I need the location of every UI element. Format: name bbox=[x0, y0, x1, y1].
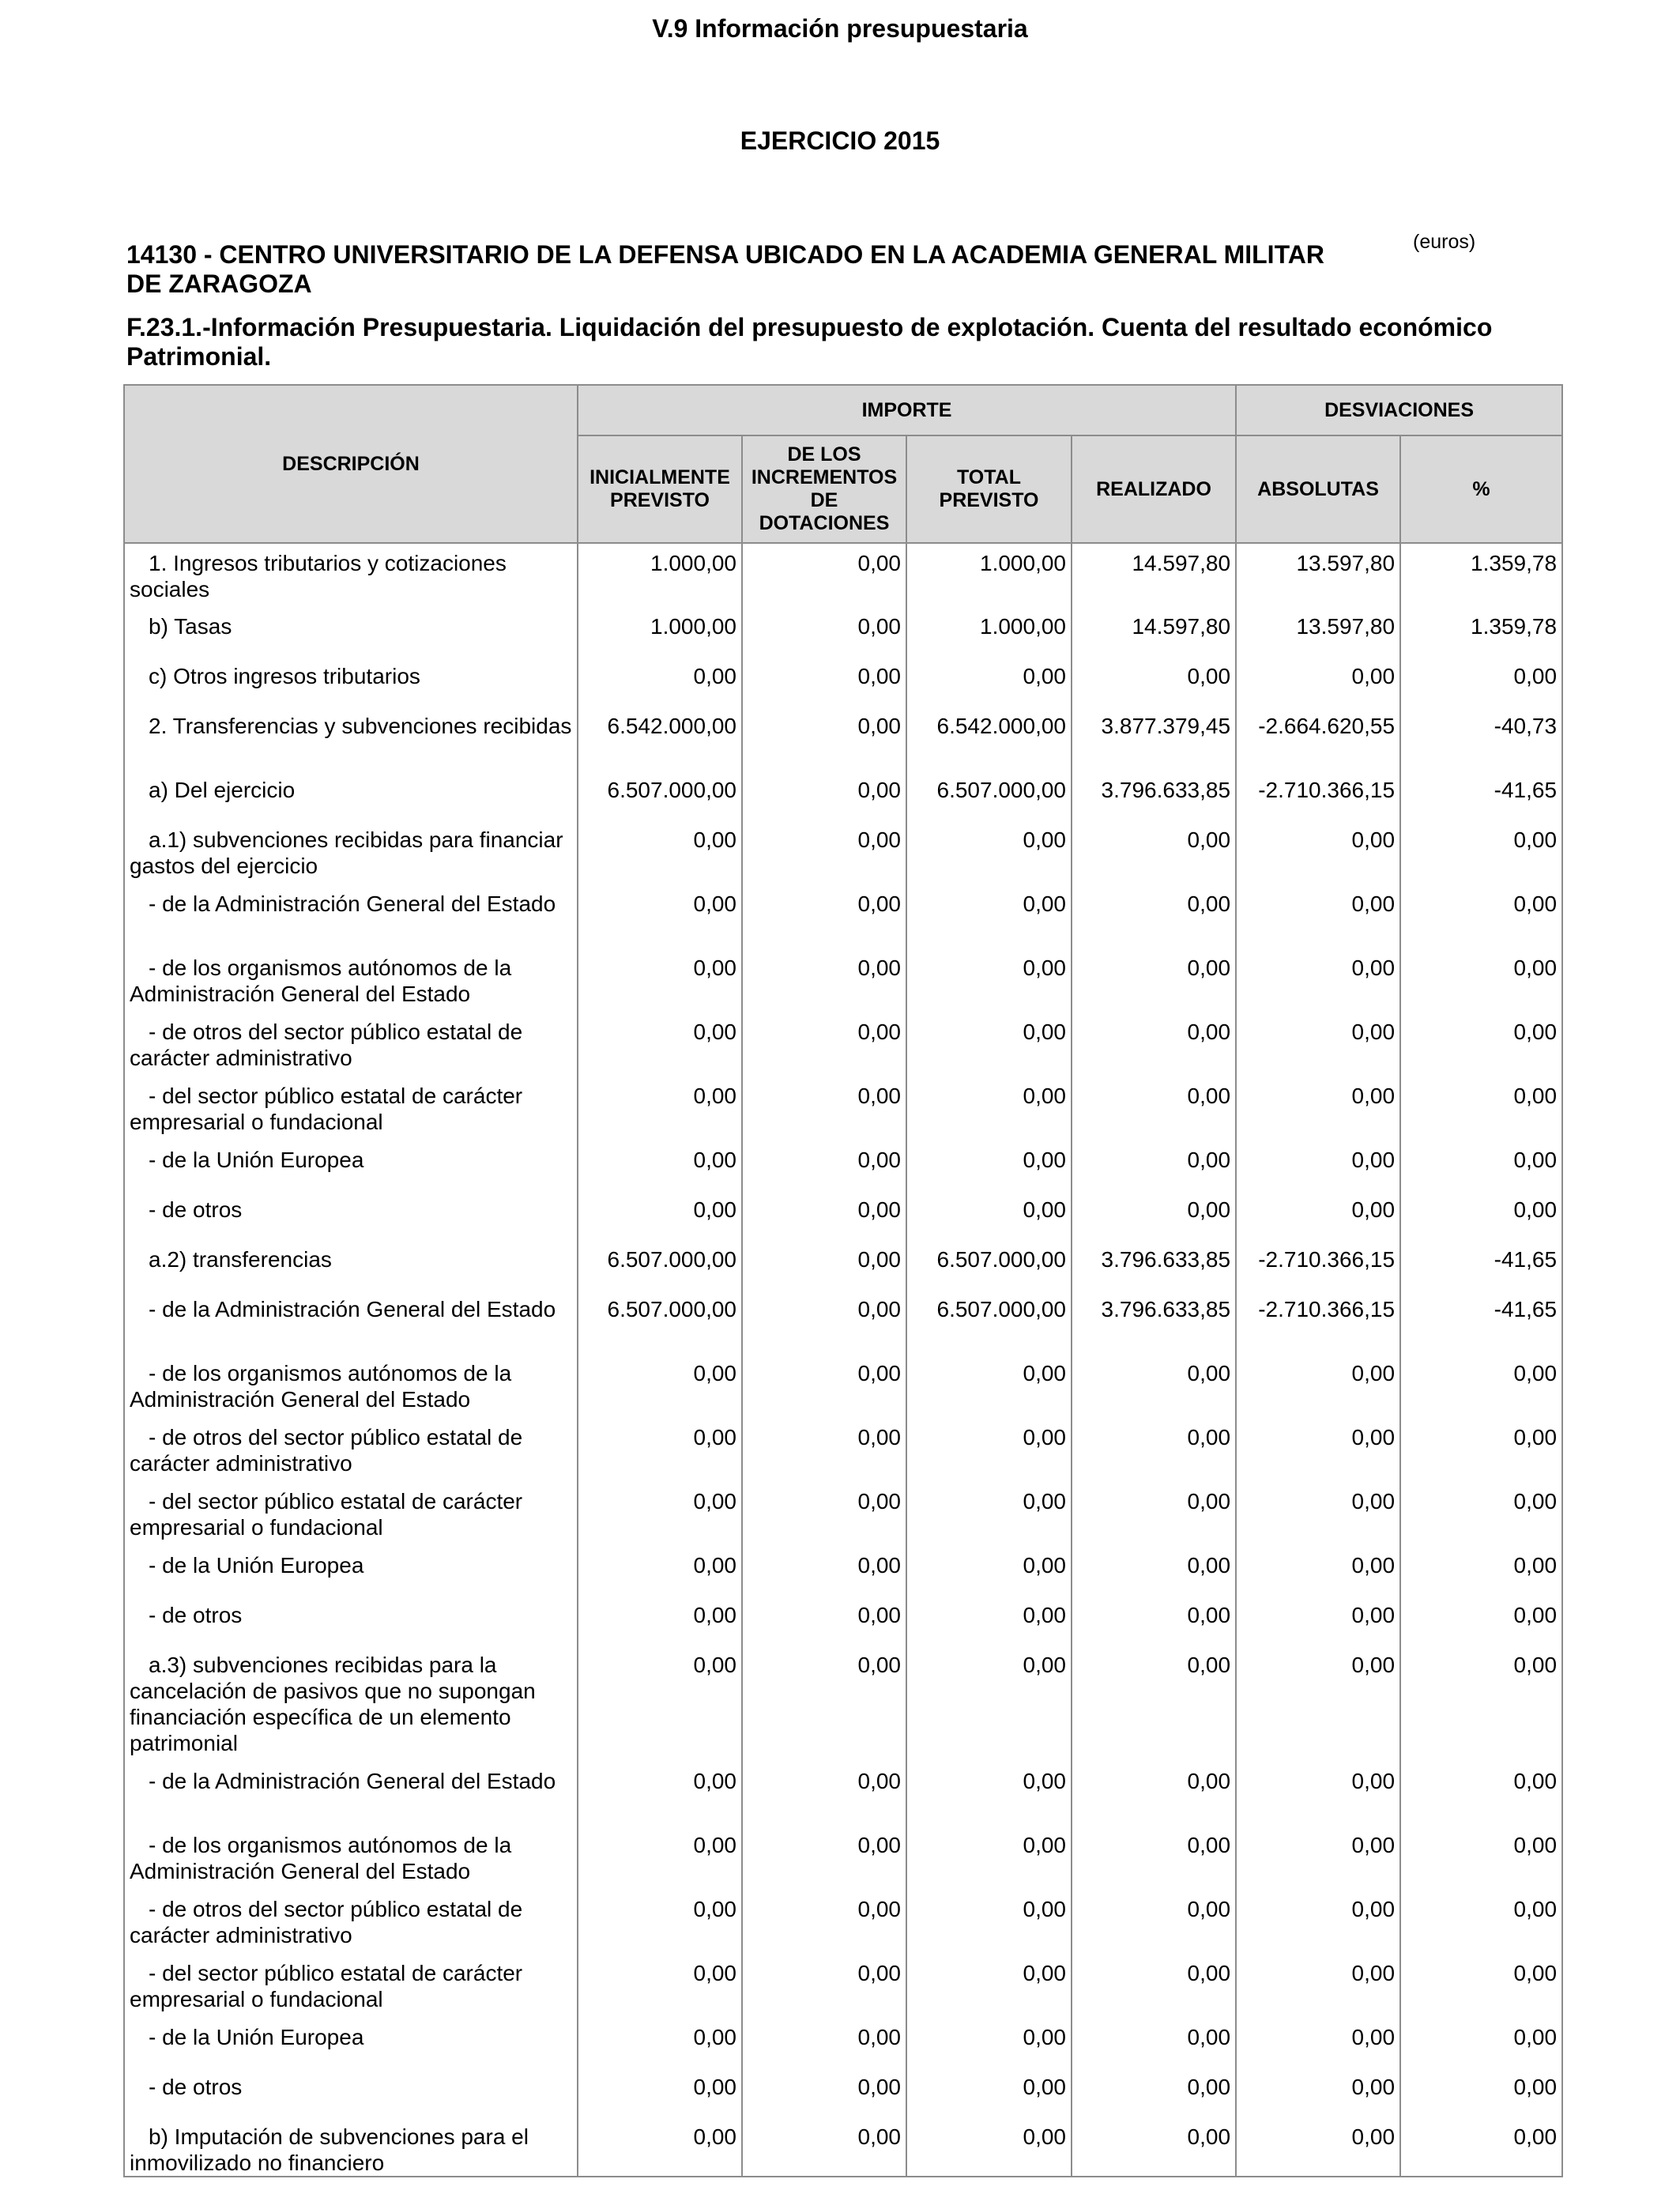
cell-realizado: 3.796.633,85 bbox=[1072, 1290, 1236, 1354]
cell-total-previsto: 0,00 bbox=[906, 2018, 1072, 2068]
cell-porcentaje: 0,00 bbox=[1400, 2117, 1562, 2177]
table-row bbox=[124, 1596, 1562, 1646]
row-description-text: - de los organismos autónomos de la Administración General del Estado bbox=[130, 1361, 512, 1412]
row-description-text: - del sector público estatal de carácter empresarial o fundacional bbox=[130, 1084, 523, 1134]
table-row bbox=[124, 2117, 1562, 2177]
row-description-text: a.1) subvenciones recibidas para financiar gastos del ejercicio bbox=[130, 827, 563, 878]
row-description-text: - de la Unión Europea bbox=[149, 1553, 364, 1578]
cell-inicialmente-previsto: 0,00 bbox=[578, 1890, 742, 1954]
cell-porcentaje: 0,00 bbox=[1400, 1482, 1562, 1546]
entity-name: 14130 - CENTRO UNIVERSITARIO DE LA DEFENSA UBICADO EN LA ACADEMIA GENERAL MILITAR DE ZARAGOZA bbox=[126, 240, 1324, 298]
cell-incrementos-dotaciones: 0,00 bbox=[742, 657, 906, 707]
table-row bbox=[124, 1240, 1562, 1290]
row-description bbox=[124, 1140, 578, 1190]
row-description bbox=[124, 1646, 578, 1762]
cell-absolutas: 0,00 bbox=[1236, 1596, 1400, 1646]
cell-realizado: 14.597,80 bbox=[1072, 543, 1236, 607]
cell-inicialmente-previsto: 0,00 bbox=[578, 884, 742, 948]
cell-total-previsto: 0,00 bbox=[906, 1646, 1072, 1762]
row-description bbox=[124, 1190, 578, 1240]
cell-total-previsto: 0,00 bbox=[906, 1354, 1072, 1418]
cell-absolutas: 0,00 bbox=[1236, 1190, 1400, 1240]
header-absolutas: ABSOLUTAS bbox=[1236, 435, 1400, 543]
table-row bbox=[124, 1354, 1562, 1418]
row-description bbox=[124, 771, 578, 820]
cell-absolutas: 0,00 bbox=[1236, 1546, 1400, 1596]
cell-realizado: 0,00 bbox=[1072, 948, 1236, 1012]
row-description bbox=[124, 1954, 578, 2018]
row-description bbox=[124, 657, 578, 707]
table-row bbox=[124, 1954, 1562, 2018]
cell-absolutas: 0,00 bbox=[1236, 1012, 1400, 1076]
cell-total-previsto: 0,00 bbox=[906, 1954, 1072, 2018]
row-description bbox=[124, 1290, 578, 1354]
row-description bbox=[124, 1354, 578, 1418]
cell-porcentaje: 0,00 bbox=[1400, 1826, 1562, 1890]
cell-inicialmente-previsto: 0,00 bbox=[578, 1076, 742, 1140]
cell-realizado: 0,00 bbox=[1072, 1482, 1236, 1546]
cell-inicialmente-previsto: 0,00 bbox=[578, 1954, 742, 2018]
cell-incrementos-dotaciones: 0,00 bbox=[742, 543, 906, 607]
cell-total-previsto: 0,00 bbox=[906, 1482, 1072, 1546]
cell-realizado: 0,00 bbox=[1072, 1354, 1236, 1418]
cell-porcentaje: -40,73 bbox=[1400, 707, 1562, 771]
header-importe: IMPORTE bbox=[578, 385, 1236, 435]
row-description bbox=[124, 1596, 578, 1646]
row-description bbox=[124, 2068, 578, 2117]
cell-inicialmente-previsto: 0,00 bbox=[578, 820, 742, 884]
cell-absolutas: 0,00 bbox=[1236, 1890, 1400, 1954]
row-description bbox=[124, 607, 578, 657]
cell-incrementos-dotaciones: 0,00 bbox=[742, 1954, 906, 2018]
cell-inicialmente-previsto: 0,00 bbox=[578, 1190, 742, 1240]
cell-porcentaje: 0,00 bbox=[1400, 1546, 1562, 1596]
cell-inicialmente-previsto: 1.000,00 bbox=[578, 607, 742, 657]
cell-total-previsto: 0,00 bbox=[906, 1012, 1072, 1076]
cell-porcentaje: 0,00 bbox=[1400, 2018, 1562, 2068]
table-row bbox=[124, 1190, 1562, 1240]
cell-absolutas: 0,00 bbox=[1236, 1482, 1400, 1546]
cell-realizado: 0,00 bbox=[1072, 1012, 1236, 1076]
row-description bbox=[124, 2117, 578, 2177]
cell-realizado: 0,00 bbox=[1072, 1190, 1236, 1240]
row-description-text: - de otros bbox=[149, 2075, 243, 2099]
cell-realizado: 0,00 bbox=[1072, 657, 1236, 707]
cell-porcentaje: 0,00 bbox=[1400, 1954, 1562, 2018]
row-description-text: 2. Transferencias y subvenciones recibidas bbox=[149, 714, 572, 738]
table-row bbox=[124, 771, 1562, 820]
cell-absolutas: 0,00 bbox=[1236, 1646, 1400, 1762]
cell-inicialmente-previsto: 0,00 bbox=[578, 657, 742, 707]
cell-total-previsto: 0,00 bbox=[906, 884, 1072, 948]
cell-total-previsto: 0,00 bbox=[906, 948, 1072, 1012]
table-row bbox=[124, 1076, 1562, 1140]
cell-inicialmente-previsto: 0,00 bbox=[578, 1826, 742, 1890]
cell-absolutas: 0,00 bbox=[1236, 657, 1400, 707]
cell-total-previsto: 0,00 bbox=[906, 820, 1072, 884]
cell-incrementos-dotaciones: 0,00 bbox=[742, 2018, 906, 2068]
cell-absolutas: 13.597,80 bbox=[1236, 543, 1400, 607]
table-row bbox=[124, 2018, 1562, 2068]
cell-incrementos-dotaciones: 0,00 bbox=[742, 607, 906, 657]
cell-porcentaje: 0,00 bbox=[1400, 1012, 1562, 1076]
cell-incrementos-dotaciones: 0,00 bbox=[742, 1546, 906, 1596]
cell-absolutas: 0,00 bbox=[1236, 1076, 1400, 1140]
cell-incrementos-dotaciones: 0,00 bbox=[742, 1646, 906, 1762]
exercise-year: EJERCICIO 2015 bbox=[740, 126, 940, 155]
table-row bbox=[124, 1890, 1562, 1954]
cell-absolutas: 0,00 bbox=[1236, 948, 1400, 1012]
cell-total-previsto: 0,00 bbox=[906, 2117, 1072, 2177]
cell-realizado: 0,00 bbox=[1072, 1546, 1236, 1596]
cell-absolutas: -2.710.366,15 bbox=[1236, 1240, 1400, 1290]
cell-incrementos-dotaciones: 0,00 bbox=[742, 1890, 906, 1954]
table-row bbox=[124, 884, 1562, 948]
cell-inicialmente-previsto: 0,00 bbox=[578, 1546, 742, 1596]
cell-absolutas: 0,00 bbox=[1236, 1954, 1400, 2018]
header-inicialmente-previsto: INICIALMENTE PREVISTO bbox=[578, 435, 742, 543]
cell-total-previsto: 6.507.000,00 bbox=[906, 771, 1072, 820]
cell-absolutas: 0,00 bbox=[1236, 1418, 1400, 1482]
cell-incrementos-dotaciones: 0,00 bbox=[742, 1012, 906, 1076]
cell-absolutas: -2.664.620,55 bbox=[1236, 707, 1400, 771]
cell-incrementos-dotaciones: 0,00 bbox=[742, 884, 906, 948]
cell-incrementos-dotaciones: 0,00 bbox=[742, 1418, 906, 1482]
cell-incrementos-dotaciones: 0,00 bbox=[742, 1482, 906, 1546]
header-total-previsto: TOTAL PREVISTO bbox=[906, 435, 1072, 543]
cell-realizado: 0,00 bbox=[1072, 1762, 1236, 1826]
cell-absolutas: 0,00 bbox=[1236, 820, 1400, 884]
cell-realizado: 0,00 bbox=[1072, 820, 1236, 884]
cell-total-previsto: 0,00 bbox=[906, 1596, 1072, 1646]
cell-total-previsto: 0,00 bbox=[906, 1418, 1072, 1482]
cell-realizado: 0,00 bbox=[1072, 2068, 1236, 2117]
cell-total-previsto: 6.542.000,00 bbox=[906, 707, 1072, 771]
cell-porcentaje: 0,00 bbox=[1400, 884, 1562, 948]
cell-incrementos-dotaciones: 0,00 bbox=[742, 1290, 906, 1354]
row-description-text: - del sector público estatal de carácter empresarial o fundacional bbox=[130, 1961, 523, 2011]
cell-total-previsto: 0,00 bbox=[906, 1890, 1072, 1954]
table-row bbox=[124, 2068, 1562, 2117]
row-description bbox=[124, 543, 578, 607]
row-description-text: - de la Administración General del Estado bbox=[149, 1769, 556, 1793]
units-label: (euros) bbox=[1413, 231, 1476, 253]
cell-incrementos-dotaciones: 0,00 bbox=[742, 1826, 906, 1890]
table-row bbox=[124, 1482, 1562, 1546]
row-description bbox=[124, 2018, 578, 2068]
cell-realizado: 0,00 bbox=[1072, 1076, 1236, 1140]
cell-realizado: 0,00 bbox=[1072, 1890, 1236, 1954]
cell-incrementos-dotaciones: 0,00 bbox=[742, 1190, 906, 1240]
cell-incrementos-dotaciones: 0,00 bbox=[742, 1240, 906, 1290]
cell-total-previsto: 6.507.000,00 bbox=[906, 1290, 1072, 1354]
row-description bbox=[124, 1418, 578, 1482]
cell-inicialmente-previsto: 0,00 bbox=[578, 2117, 742, 2177]
cell-inicialmente-previsto: 0,00 bbox=[578, 1596, 742, 1646]
cell-inicialmente-previsto: 0,00 bbox=[578, 2018, 742, 2068]
cell-incrementos-dotaciones: 0,00 bbox=[742, 1596, 906, 1646]
cell-inicialmente-previsto: 6.507.000,00 bbox=[578, 1240, 742, 1290]
table-row bbox=[124, 1646, 1562, 1762]
cell-incrementos-dotaciones: 0,00 bbox=[742, 820, 906, 884]
cell-realizado: 0,00 bbox=[1072, 1826, 1236, 1890]
cell-total-previsto: 0,00 bbox=[906, 1762, 1072, 1826]
budget-table-body bbox=[124, 543, 1562, 2177]
row-description bbox=[124, 1240, 578, 1290]
table-row bbox=[124, 1418, 1562, 1482]
cell-inicialmente-previsto: 6.507.000,00 bbox=[578, 1290, 742, 1354]
row-description-text: - de la Administración General del Estado bbox=[149, 1297, 556, 1321]
row-description-text: - de otros del sector público estatal de carácter administrativo bbox=[130, 1897, 523, 1947]
cell-absolutas: -2.710.366,15 bbox=[1236, 1290, 1400, 1354]
cell-porcentaje: 0,00 bbox=[1400, 2068, 1562, 2117]
cell-absolutas: -2.710.366,15 bbox=[1236, 771, 1400, 820]
cell-incrementos-dotaciones: 0,00 bbox=[742, 1076, 906, 1140]
header-incrementos-dotaciones: DE LOS INCREMENTOS DE DOTACIONES bbox=[742, 435, 906, 543]
cell-inicialmente-previsto: 6.542.000,00 bbox=[578, 707, 742, 771]
row-description bbox=[124, 1826, 578, 1890]
row-description bbox=[124, 1762, 578, 1826]
cell-porcentaje: 0,00 bbox=[1400, 1890, 1562, 1954]
table-row bbox=[124, 948, 1562, 1012]
row-description-text: - de otros del sector público estatal de carácter administrativo bbox=[130, 1020, 523, 1070]
row-description bbox=[124, 1012, 578, 1076]
budget-table bbox=[123, 384, 1563, 2177]
cell-inicialmente-previsto: 0,00 bbox=[578, 1482, 742, 1546]
row-description-text: - de otros bbox=[149, 1197, 243, 1222]
cell-total-previsto: 0,00 bbox=[906, 657, 1072, 707]
cell-porcentaje: -41,65 bbox=[1400, 771, 1562, 820]
table-row bbox=[124, 1012, 1562, 1076]
cell-incrementos-dotaciones: 0,00 bbox=[742, 771, 906, 820]
table-row bbox=[124, 707, 1562, 771]
cell-total-previsto: 0,00 bbox=[906, 1140, 1072, 1190]
cell-porcentaje: -41,65 bbox=[1400, 1240, 1562, 1290]
cell-porcentaje: 0,00 bbox=[1400, 1076, 1562, 1140]
cell-absolutas: 0,00 bbox=[1236, 1762, 1400, 1826]
cell-realizado: 3.796.633,85 bbox=[1072, 771, 1236, 820]
row-description-text: a) Del ejercicio bbox=[149, 778, 296, 802]
cell-realizado: 0,00 bbox=[1072, 1646, 1236, 1762]
row-description-text: - del sector público estatal de carácter empresarial o fundacional bbox=[130, 1489, 523, 1540]
cell-porcentaje: 0,00 bbox=[1400, 1418, 1562, 1482]
cell-incrementos-dotaciones: 0,00 bbox=[742, 2068, 906, 2117]
cell-absolutas: 0,00 bbox=[1236, 2117, 1400, 2177]
row-description bbox=[124, 707, 578, 771]
table-row bbox=[124, 820, 1562, 884]
row-description bbox=[124, 948, 578, 1012]
table-row bbox=[124, 1546, 1562, 1596]
cell-porcentaje: 0,00 bbox=[1400, 1646, 1562, 1762]
table-row bbox=[124, 1826, 1562, 1890]
cell-porcentaje: 0,00 bbox=[1400, 1190, 1562, 1240]
cell-inicialmente-previsto: 1.000,00 bbox=[578, 543, 742, 607]
table-row bbox=[124, 1762, 1562, 1826]
row-description bbox=[124, 884, 578, 948]
row-description-text: - de otros bbox=[149, 1603, 243, 1627]
cell-total-previsto: 1.000,00 bbox=[906, 543, 1072, 607]
row-description-text: b) Imputación de subvenciones para el inmovilizado no financiero bbox=[130, 2124, 529, 2175]
row-description-text: - de la Unión Europea bbox=[149, 2025, 364, 2049]
row-description-text: a.2) transferencias bbox=[149, 1247, 332, 1272]
cell-inicialmente-previsto: 0,00 bbox=[578, 1646, 742, 1762]
cell-porcentaje: 0,00 bbox=[1400, 1140, 1562, 1190]
header-realizado: REALIZADO bbox=[1072, 435, 1236, 543]
cell-inicialmente-previsto: 0,00 bbox=[578, 1354, 742, 1418]
row-description bbox=[124, 820, 578, 884]
cell-absolutas: 0,00 bbox=[1236, 1826, 1400, 1890]
cell-realizado: 0,00 bbox=[1072, 1140, 1236, 1190]
cell-porcentaje: -41,65 bbox=[1400, 1290, 1562, 1354]
cell-inicialmente-previsto: 0,00 bbox=[578, 1418, 742, 1482]
cell-absolutas: 13.597,80 bbox=[1236, 607, 1400, 657]
cell-absolutas: 0,00 bbox=[1236, 2068, 1400, 2117]
cell-absolutas: 0,00 bbox=[1236, 884, 1400, 948]
cell-porcentaje: 0,00 bbox=[1400, 1354, 1562, 1418]
row-description-text: - de los organismos autónomos de la Administración General del Estado bbox=[130, 1833, 512, 1883]
cell-total-previsto: 6.507.000,00 bbox=[906, 1240, 1072, 1290]
row-description-text: - de la Administración General del Estado bbox=[149, 892, 556, 916]
table-row bbox=[124, 607, 1562, 657]
cell-incrementos-dotaciones: 0,00 bbox=[742, 1140, 906, 1190]
cell-realizado: 0,00 bbox=[1072, 1954, 1236, 2018]
header-descripcion: DESCRIPCIÓN bbox=[124, 385, 578, 543]
cell-inicialmente-previsto: 0,00 bbox=[578, 948, 742, 1012]
cell-total-previsto: 0,00 bbox=[906, 1826, 1072, 1890]
cell-absolutas: 0,00 bbox=[1236, 2018, 1400, 2068]
row-description bbox=[124, 1890, 578, 1954]
cell-porcentaje: 0,00 bbox=[1400, 1762, 1562, 1826]
cell-incrementos-dotaciones: 0,00 bbox=[742, 1762, 906, 1826]
row-description-text: c) Otros ingresos tributarios bbox=[149, 664, 420, 688]
cell-realizado: 0,00 bbox=[1072, 1596, 1236, 1646]
cell-porcentaje: 0,00 bbox=[1400, 1596, 1562, 1646]
table-row bbox=[124, 657, 1562, 707]
cell-realizado: 0,00 bbox=[1072, 2018, 1236, 2068]
row-description bbox=[124, 1546, 578, 1596]
cell-realizado: 0,00 bbox=[1072, 884, 1236, 948]
row-description-text: a.3) subvenciones recibidas para la cancelación de pasivos que no supongan financiación específica de un elemento patrimonial bbox=[130, 1653, 536, 1755]
row-description-text: - de los organismos autónomos de la Administración General del Estado bbox=[130, 956, 512, 1006]
row-description-text: - de otros del sector público estatal de carácter administrativo bbox=[130, 1425, 523, 1476]
table-row bbox=[124, 1290, 1562, 1354]
cell-incrementos-dotaciones: 0,00 bbox=[742, 1354, 906, 1418]
cell-inicialmente-previsto: 0,00 bbox=[578, 1762, 742, 1826]
cell-porcentaje: 0,00 bbox=[1400, 820, 1562, 884]
cell-inicialmente-previsto: 0,00 bbox=[578, 1012, 742, 1076]
cell-absolutas: 0,00 bbox=[1236, 1354, 1400, 1418]
row-description-text: - de la Unión Europea bbox=[149, 1148, 364, 1172]
cell-inicialmente-previsto: 0,00 bbox=[578, 2068, 742, 2117]
header-desviaciones: DESVIACIONES bbox=[1236, 385, 1562, 435]
section-title: V.9 Información presupuestaria bbox=[652, 14, 1028, 43]
row-description bbox=[124, 1076, 578, 1140]
cell-porcentaje: 1.359,78 bbox=[1400, 607, 1562, 657]
cell-incrementos-dotaciones: 0,00 bbox=[742, 707, 906, 771]
table-row bbox=[124, 543, 1562, 607]
cell-total-previsto: 0,00 bbox=[906, 1546, 1072, 1596]
header-porcentaje: % bbox=[1400, 435, 1562, 543]
cell-inicialmente-previsto: 6.507.000,00 bbox=[578, 771, 742, 820]
cell-porcentaje: 0,00 bbox=[1400, 657, 1562, 707]
cell-realizado: 3.796.633,85 bbox=[1072, 1240, 1236, 1290]
cell-realizado: 0,00 bbox=[1072, 1418, 1236, 1482]
cell-porcentaje: 0,00 bbox=[1400, 948, 1562, 1012]
report-subtitle: F.23.1.-Información Presupuestaria. Liquidación del presupuesto de explotación. Cuenta del resultado económico Patrimonial. bbox=[126, 313, 1493, 371]
row-description-text: 1. Ingresos tributarios y cotizaciones sociales bbox=[130, 551, 507, 601]
cell-total-previsto: 0,00 bbox=[906, 2068, 1072, 2117]
cell-inicialmente-previsto: 0,00 bbox=[578, 1140, 742, 1190]
cell-total-previsto: 0,00 bbox=[906, 1190, 1072, 1240]
cell-absolutas: 0,00 bbox=[1236, 1140, 1400, 1190]
cell-total-previsto: 1.000,00 bbox=[906, 607, 1072, 657]
cell-total-previsto: 0,00 bbox=[906, 1076, 1072, 1140]
table-row bbox=[124, 1140, 1562, 1190]
row-description bbox=[124, 1482, 578, 1546]
cell-incrementos-dotaciones: 0,00 bbox=[742, 948, 906, 1012]
cell-incrementos-dotaciones: 0,00 bbox=[742, 2117, 906, 2177]
cell-realizado: 0,00 bbox=[1072, 2117, 1236, 2177]
cell-realizado: 3.877.379,45 bbox=[1072, 707, 1236, 771]
row-description-text: b) Tasas bbox=[149, 614, 232, 639]
cell-porcentaje: 1.359,78 bbox=[1400, 543, 1562, 607]
cell-realizado: 14.597,80 bbox=[1072, 607, 1236, 657]
